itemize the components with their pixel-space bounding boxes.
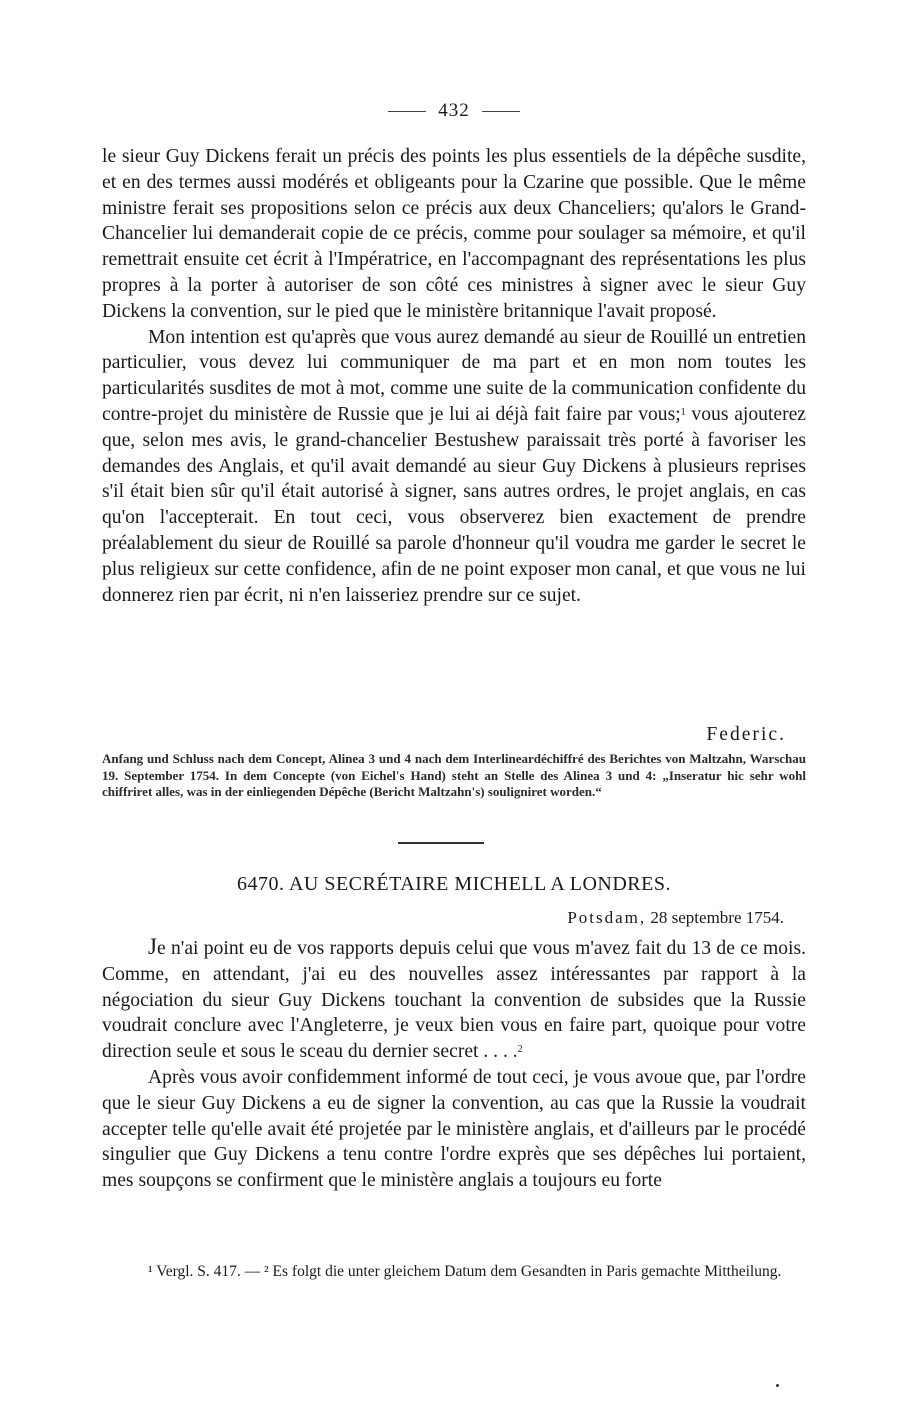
paragraph: [102, 325, 806, 609]
letter-body: [102, 934, 806, 1194]
editorial-note: Anfang und Schluss nach dem Concept, Alinea 3 und 4 nach dem Interlineardéchiffré des Berichtes von Maltzahn, Warschau 19. September 1754. In dem Concepte (von Eichel's Hand) steht an Stelle des Alinea 3 und 4: „Inseratur hic sehr wohl chiffriret alles, was in der einliegenden Dépêche (Bericht Maltzahn's) souligniret worden.“: [102, 751, 806, 799]
place-date-line: [567, 908, 784, 928]
paragraph-text: e n'ai point eu de vos rapports depuis celui que vous m'avez fait du 13 de ce mois. Comme, en attendant, j'ai eu des nouvelles assez intéressantes par rapport à la négociation du sieur Guy Dickens touchant la convention de subsides que la Russie voudrait conclure avec l'Angleterre, je veux bien vous en faire part, quoique pour votre direction seule et sous le sceau du dernier secret . . . .: [102, 938, 806, 1063]
footnote-text: ¹ Vergl. S. 417. — ² Es folgt die unter gleichem Datum dem Gesandten in Paris gemachte Mittheilung.: [148, 1263, 782, 1280]
header-rule-right: [482, 111, 520, 112]
paragraph-text: vous ajouterez que, selon mes avis, le grand-chancelier Bestushew paraissait très porté à favoriser les demandes des Anglais, et qu'il avait demandé au sieur Guy Dickens à plusieurs reprises s'il était bien sûr qu'il était autorisé à signer, sans autres ordres, le projet anglais, en cas qu'on l'accepterait. En tout ceci, vous observerez bien exactement de prendre préalablement du sieur de Rouillé sa parole d'honneur qu'il voudra me garder le secret le plus religieux sur cette confidence, afin de ne point exposer mon canal, et que vous ne lui donnerez rien par écrit, ni n'en laisseriez prendre sur ce sujet.: [102, 403, 806, 606]
document-number: 6470.: [237, 873, 285, 895]
document-heading: [102, 873, 806, 896]
signature: Federic.: [706, 724, 786, 745]
initial-letter: J: [148, 934, 157, 959]
paragraph: Après vous avoir confidemment informé de tout ceci, je vous avoue que, par l'ordre que le sieur Guy Dickens a eu de signer la convention, au cas que la Russie la voudrait accepter telle qu'elle avait été projetée par le ministère anglais, et d'ailleurs par le procédé singulier que Guy Dickens a tenu contre l'ordre exprès que ses dépêches lui portaient, mes soupçons se confirment que le ministère anglais a toujours eu forte: [102, 1066, 806, 1192]
footnotes: [102, 1262, 806, 1282]
letter-body-continued: [102, 144, 806, 608]
paragraph: [102, 934, 806, 1065]
scan-speck: [776, 1384, 779, 1387]
header-rule-left: [388, 111, 426, 112]
document-title: AU SECRÉTAIRE MICHELL A LONDRES.: [288, 873, 671, 895]
section-divider: [398, 842, 484, 844]
paragraph: le sieur Guy Dickens ferait un précis des points les plus essentiels de la dépêche susdite, et en des termes aussi modérés et obligeants pour la Czarine que possible. Que le même ministre ferait ses propositions selon ce précis aux deux Chanceliers; qu'alors le Grand-Chancelier lui demanderait copie de ce précis, comme pour soulager sa mémoire, et qu'il remettrait ensuite cet écrit à l'Impératrice, en l'accompagnant des représentations les plus propres à la porter à autoriser de son côté ces ministres à signer avec le sieur Guy Dickens la convention, sur le pied que le ministère britannique l'avait proposé.: [102, 146, 806, 322]
footnote-ref: 1: [680, 406, 686, 418]
footnote-ref: 2: [517, 1044, 523, 1056]
place: Potsdam,: [567, 908, 647, 927]
page-header: [102, 100, 806, 122]
paragraph-text: Mon intention est qu'après que vous aurez demandé au sieur de Rouillé un entretien particulier, vous devez lui communiquer de ma part et en mon nom toutes les particularités susdites de mot à mot, comme une suite de la communication confidente du contre-projet du ministère de Russie que je lui ai déjà fait faire par vous;: [102, 326, 806, 425]
page-number: 432: [438, 100, 470, 121]
date: 28 septembre 1754.: [650, 908, 784, 927]
